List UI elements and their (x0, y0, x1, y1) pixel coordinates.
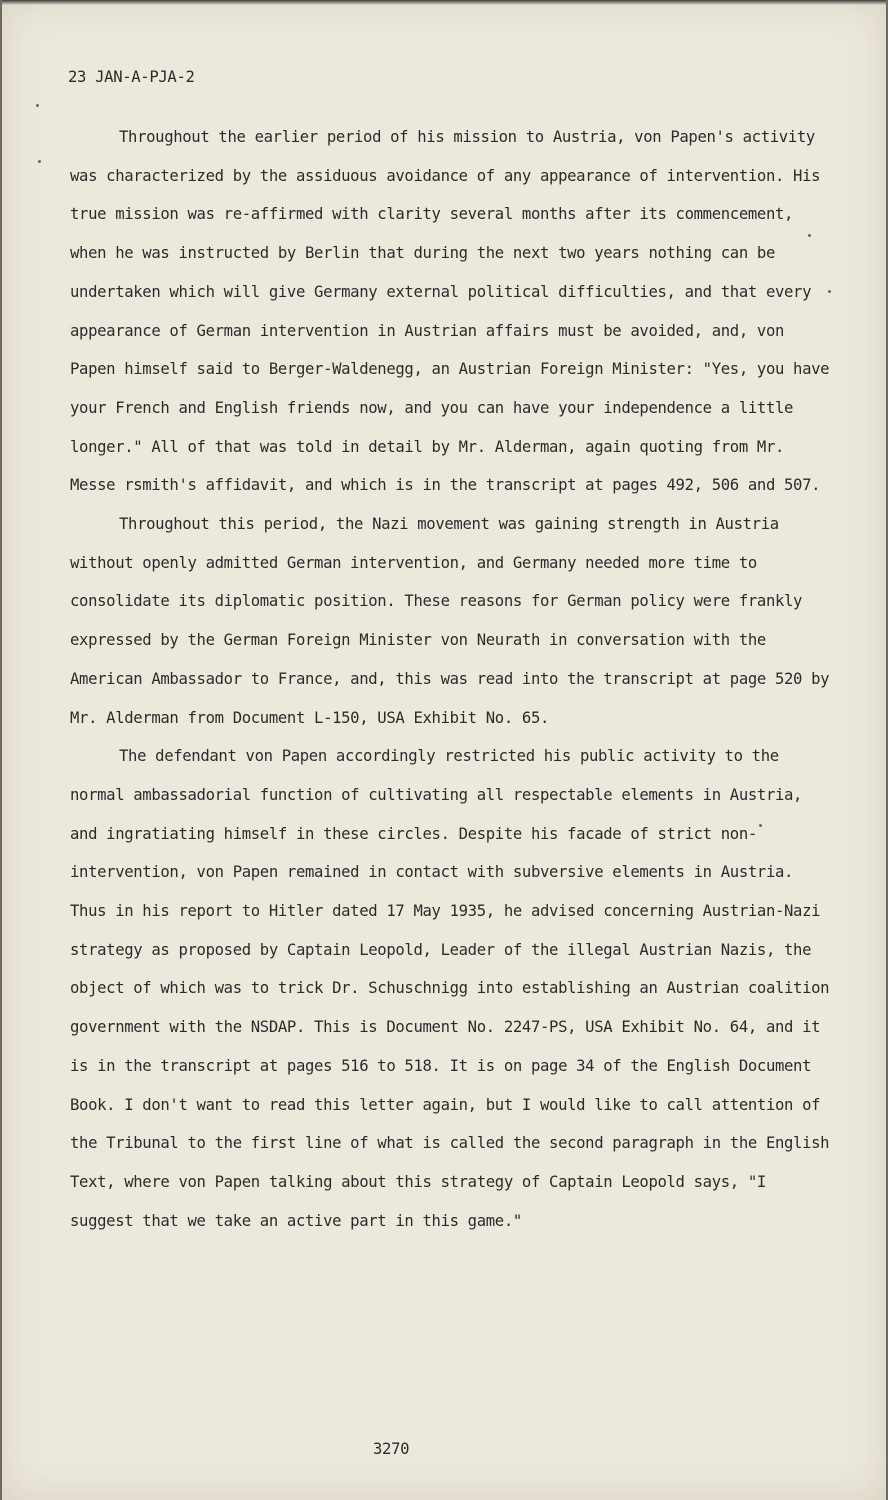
document-body (70, 118, 830, 1240)
scan-speck (808, 234, 811, 237)
document-page (2, 0, 886, 1500)
scan-speck (759, 824, 762, 827)
paragraph-2: Throughout this period, the Nazi movement was gaining strength in Austria without openly admitted German intervention, and Germany needed more time to consolidate its diplomatic position. These reasons for German policy were frankly expressed by the German Foreign Minister von Neurath in conversation with the American Ambassador to France, and, this was read into the transcript at page 520 by Mr. Alderman from Document L-150, USA Exhibit No. 65. (70, 515, 830, 727)
scan-speck (38, 160, 41, 163)
paragraph-3: The defendant von Papen accordingly restricted his public activity to the normal ambassadorial function of cultivating all respectable elements in Austria, and ingratiating himself in these circles. Despite his facade of strict non-intervention, von Papen remained in contact with subversive elements in Austria. Thus in his report to Hitler dated 17 May 1935, he advised concerning Austrian-Nazi strategy as proposed by Captain Leopold, Leader of the illegal Austrian Nazis, the object of which was to trick Dr. Schuschnigg into establishing an Austrian coalition government with the NSDAP. This is Document No. 2247-PS, USA Exhibit No. 64, and it is in the transcript at pages 516 to 518. It is on page 34 of the English Document Book. I don't want to read this letter again, but I would like to call attention of the Tribunal to the first line of what is called the second paragraph in the English Text, where von Papen talking about this strategy of Captain Leopold says, "I suggest that we take an active part in this game." (70, 747, 830, 1230)
paragraph-1: Throughout the earlier period of his mission to Austria, von Papen's activity was characterized by the assiduous avoidance of any appearance of intervention. His true mission was re-affirmed with clarity several months after its commencement, when he was instructed by Berlin that during the next two years nothing can be undertaken which will give Germany external political difficulties, and that every appearance of German intervention in Austrian affairs must be avoided, and, von Papen himself said to Berger-Waldenegg, an Austrian Foreign Minister: "Yes, you have your French and English friends now, and you can have your independence a little longer." All of that was told in detail by Mr. Alderman, again quoting from Mr. Messe rsmith's affidavit, and which is in the transcript at pages 492, 506 and 507. (70, 128, 830, 495)
page-number: 3270 (373, 1440, 410, 1458)
scan-edge-shadow (2, 0, 886, 5)
scan-speck (828, 290, 831, 293)
page-header: 23 JAN-A-PJA-2 (68, 68, 195, 86)
scan-speck (36, 104, 39, 107)
